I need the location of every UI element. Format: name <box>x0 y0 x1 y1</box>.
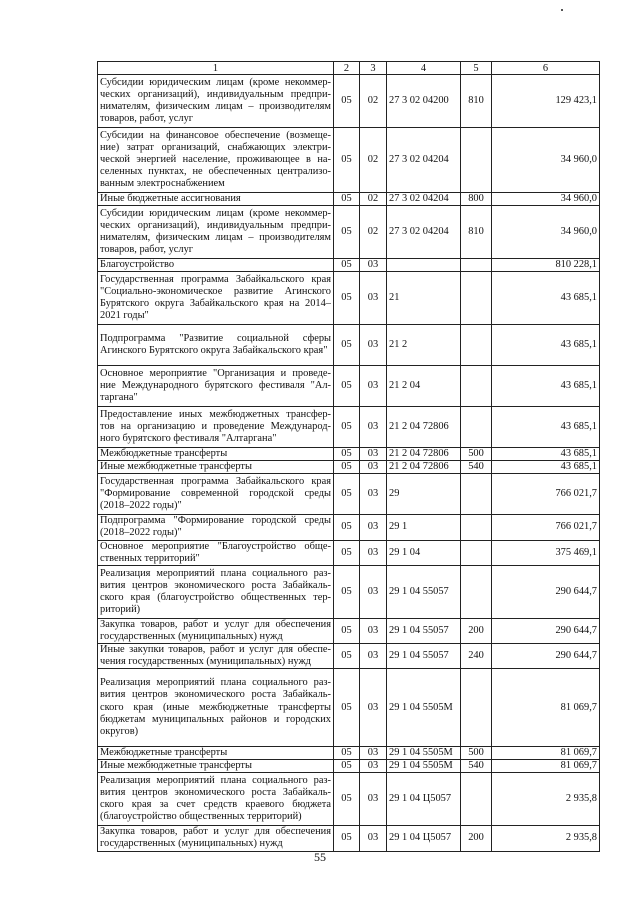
row-target-code: 21 2 04 <box>387 366 461 407</box>
row-subsection: 03 <box>360 747 387 760</box>
row-amount: 810 228,1 <box>492 259 600 272</box>
budget-table <box>97 61 600 852</box>
row-target-code: 29 1 <box>387 515 461 540</box>
row-amount: 766 021,7 <box>492 474 600 515</box>
row-amount: 81 069,7 <box>492 747 600 760</box>
table-row <box>98 826 600 851</box>
page-top-edge <box>0 0 640 4</box>
table-row <box>98 448 600 461</box>
row-target-code: 29 1 04 5505М <box>387 760 461 773</box>
header-cell: 4 <box>387 62 461 75</box>
header-cell: 1 <box>98 62 334 75</box>
row-target-code: 21 2 <box>387 325 461 366</box>
row-subsection: 03 <box>360 461 387 474</box>
row-expense-type <box>461 128 492 193</box>
row-amount: 43 685,1 <box>492 461 600 474</box>
row-section: 05 <box>334 565 360 618</box>
header-cell: 5 <box>461 62 492 75</box>
row-subsection: 03 <box>360 325 387 366</box>
row-subsection: 03 <box>360 760 387 773</box>
row-section: 05 <box>334 272 360 325</box>
row-amount: 129 423,1 <box>492 75 600 128</box>
row-section: 05 <box>334 474 360 515</box>
row-name: Предоставление иных межбюджетных трансфер-тов на организацию и проведение Международ-ного бурятского фестиваля "Алтаргана" <box>98 407 334 448</box>
row-section: 05 <box>334 643 360 668</box>
row-subsection: 03 <box>360 618 387 643</box>
row-target-code: 27 3 02 04200 <box>387 75 461 128</box>
table-row <box>98 206 600 259</box>
row-expense-type: 810 <box>461 75 492 128</box>
table-row <box>98 272 600 325</box>
row-section: 05 <box>334 206 360 259</box>
table-row <box>98 325 600 366</box>
row-section: 05 <box>334 747 360 760</box>
row-name: Основное мероприятие "Благоустройство обще-ственных территорий" <box>98 540 334 565</box>
row-name: Реализация мероприятий плана социального раз-вития центров экономического роста Забайкаль-ского края (благоустройство общественных тер-риторий) <box>98 565 334 618</box>
row-section: 05 <box>334 669 360 747</box>
row-amount: 2 935,8 <box>492 826 600 851</box>
row-section: 05 <box>334 448 360 461</box>
row-expense-type <box>461 773 492 826</box>
row-amount: 34 960,0 <box>492 128 600 193</box>
row-section: 05 <box>334 618 360 643</box>
row-subsection: 03 <box>360 474 387 515</box>
row-amount: 375 469,1 <box>492 540 600 565</box>
table-row <box>98 461 600 474</box>
row-subsection: 03 <box>360 366 387 407</box>
row-name: Иные межбюджетные трансферты <box>98 760 334 773</box>
table-row <box>98 565 600 618</box>
row-name: Благоустройство <box>98 259 334 272</box>
row-subsection: 02 <box>360 206 387 259</box>
row-expense-type <box>461 272 492 325</box>
row-target-code: 27 3 02 04204 <box>387 206 461 259</box>
row-amount: 766 021,7 <box>492 515 600 540</box>
table-row <box>98 128 600 193</box>
table-row <box>98 474 600 515</box>
row-expense-type <box>461 540 492 565</box>
row-section: 05 <box>334 366 360 407</box>
row-name: Закупка товаров, работ и услуг для обеспечения государственных (муниципальных) нужд <box>98 618 334 643</box>
row-expense-type: 810 <box>461 206 492 259</box>
row-subsection: 02 <box>360 128 387 193</box>
row-target-code: 29 <box>387 474 461 515</box>
row-expense-type <box>461 515 492 540</box>
row-name: Иные межбюджетные трансферты <box>98 461 334 474</box>
row-expense-type <box>461 565 492 618</box>
row-target-code: 29 1 04 <box>387 540 461 565</box>
row-target-code: 29 1 04 5505М <box>387 747 461 760</box>
table-row <box>98 515 600 540</box>
table-row <box>98 747 600 760</box>
row-target-code: 29 1 04 Ц5057 <box>387 826 461 851</box>
row-amount: 81 069,7 <box>492 760 600 773</box>
row-subsection: 03 <box>360 448 387 461</box>
header-cell: 2 <box>334 62 360 75</box>
row-expense-type: 240 <box>461 643 492 668</box>
header-cell: 3 <box>360 62 387 75</box>
row-target-code: 27 3 02 04204 <box>387 128 461 193</box>
row-name: Субсидии юридическим лицам (кроме некоммер-ческих организаций), индивидуальным предпри-нимателям, физическим лицам – производителям товаров, работ, услуг <box>98 206 334 259</box>
row-section: 05 <box>334 826 360 851</box>
row-subsection: 03 <box>360 565 387 618</box>
header-cell: 6 <box>492 62 600 75</box>
table-row <box>98 259 600 272</box>
row-name: Государственная программа Забайкальского края "Формирование современной городской среды (2018–2022 годы)" <box>98 474 334 515</box>
row-amount: 81 069,7 <box>492 669 600 747</box>
row-expense-type <box>461 474 492 515</box>
row-name: Подпрограмма "Формирование городской среды (2018–2022 годы)" <box>98 515 334 540</box>
table-row <box>98 643 600 668</box>
row-section: 05 <box>334 128 360 193</box>
row-subsection: 03 <box>360 669 387 747</box>
row-name: Межбюджетные трансферты <box>98 448 334 461</box>
row-name: Межбюджетные трансферты <box>98 747 334 760</box>
row-expense-type: 500 <box>461 448 492 461</box>
row-target-code: 29 1 04 55057 <box>387 565 461 618</box>
header-row <box>98 62 600 75</box>
scan-speck <box>561 9 563 11</box>
row-target-code <box>387 259 461 272</box>
row-name: Государственная программа Забайкальского края "Социально-экономическое развитие Агинского Бурятского округа Забайкальского края на 2014–2021 годы" <box>98 272 334 325</box>
table-row <box>98 540 600 565</box>
row-amount: 290 644,7 <box>492 643 600 668</box>
row-section: 05 <box>334 540 360 565</box>
table-row <box>98 618 600 643</box>
row-subsection: 03 <box>360 259 387 272</box>
row-target-code: 21 2 04 72806 <box>387 407 461 448</box>
row-expense-type: 200 <box>461 826 492 851</box>
row-target-code: 21 <box>387 272 461 325</box>
row-amount: 34 960,0 <box>492 193 600 206</box>
row-expense-type: 540 <box>461 461 492 474</box>
row-section: 05 <box>334 325 360 366</box>
row-name: Субсидии на финансовое обеспечение (возмеще-ние) затрат организаций, снабжающих электри-ческой энергией население, проживающее в на-селенных пунктах, не обеспеченных централизо-ванным электроснабжением <box>98 128 334 193</box>
row-target-code: 21 2 04 72806 <box>387 448 461 461</box>
row-subsection: 03 <box>360 515 387 540</box>
row-section: 05 <box>334 760 360 773</box>
table-row <box>98 407 600 448</box>
row-expense-type <box>461 325 492 366</box>
row-name: Основное мероприятие "Организация и проведе-ние Международного бурятского фестиваля "Ал-таргана" <box>98 366 334 407</box>
row-subsection: 03 <box>360 540 387 565</box>
row-section: 05 <box>334 259 360 272</box>
row-expense-type <box>461 669 492 747</box>
row-expense-type: 500 <box>461 747 492 760</box>
row-subsection: 02 <box>360 193 387 206</box>
row-subsection: 03 <box>360 407 387 448</box>
row-name: Закупка товаров, работ и услуг для обеспечения государственных (муниципальных) нужд <box>98 826 334 851</box>
row-amount: 2 935,8 <box>492 773 600 826</box>
row-amount: 43 685,1 <box>492 407 600 448</box>
table-row <box>98 773 600 826</box>
row-amount: 290 644,7 <box>492 618 600 643</box>
row-amount: 43 685,1 <box>492 325 600 366</box>
row-section: 05 <box>334 773 360 826</box>
row-section: 05 <box>334 193 360 206</box>
row-target-code: 29 1 04 55057 <box>387 643 461 668</box>
row-expense-type <box>461 259 492 272</box>
row-expense-type: 200 <box>461 618 492 643</box>
row-expense-type: 800 <box>461 193 492 206</box>
row-subsection: 03 <box>360 773 387 826</box>
row-section: 05 <box>334 75 360 128</box>
row-section: 05 <box>334 461 360 474</box>
row-target-code: 21 2 04 72806 <box>387 461 461 474</box>
page-number: 55 <box>314 850 326 864</box>
row-target-code: 29 1 04 5505М <box>387 669 461 747</box>
row-amount: 43 685,1 <box>492 366 600 407</box>
row-name: Иные бюджетные ассигнования <box>98 193 334 206</box>
row-section: 05 <box>334 515 360 540</box>
table-row <box>98 669 600 747</box>
table-row <box>98 366 600 407</box>
row-subsection: 03 <box>360 272 387 325</box>
row-target-code: 27 3 02 04204 <box>387 193 461 206</box>
table-row <box>98 75 600 128</box>
table-row <box>98 193 600 206</box>
row-amount: 290 644,7 <box>492 565 600 618</box>
row-name: Иные закупки товаров, работ и услуг для обеспе-чения государственных (муниципальных) нужд <box>98 643 334 668</box>
table-row <box>98 760 600 773</box>
row-amount: 43 685,1 <box>492 272 600 325</box>
row-name: Реализация мероприятий плана социального раз-вития центров экономического роста Забайкаль-ского края за счет средств краевого бюджета (благоустройство общественных территорий) <box>98 773 334 826</box>
row-name: Субсидии юридическим лицам (кроме некоммер-ческих организаций), индивидуальным предпри-нимателям, физическим лицам – производителям товаров, работ, услуг <box>98 75 334 128</box>
row-expense-type <box>461 407 492 448</box>
row-amount: 34 960,0 <box>492 206 600 259</box>
row-subsection: 02 <box>360 75 387 128</box>
row-subsection: 03 <box>360 643 387 668</box>
row-target-code: 29 1 04 55057 <box>387 618 461 643</box>
row-subsection: 03 <box>360 826 387 851</box>
row-name: Подпрограмма "Развитие социальной сферы Агинского Бурятского округа Забайкальского края" <box>98 325 334 366</box>
row-amount: 43 685,1 <box>492 448 600 461</box>
row-expense-type <box>461 366 492 407</box>
row-section: 05 <box>334 407 360 448</box>
row-expense-type: 540 <box>461 760 492 773</box>
row-target-code: 29 1 04 Ц5057 <box>387 773 461 826</box>
row-name: Реализация мероприятий плана социального раз-вития центров экономического роста Забайкаль-ского края (иные межбюджетные трансферты бюджетам муниципальных районов и городских округов) <box>98 669 334 747</box>
